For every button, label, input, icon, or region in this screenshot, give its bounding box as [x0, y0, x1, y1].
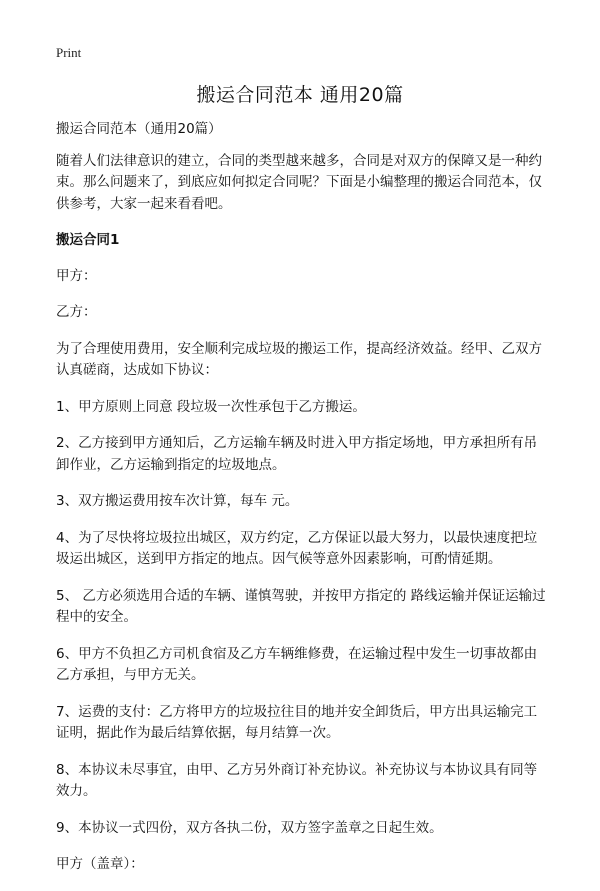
clause-item: 4、为了尽快将垃圾拉出城区，双方约定，乙方保证以最大努力，以最快速度把垃圾运出城区，送到甲方指定的地点。因气候等意外因素影响，可酌情延期。	[56, 529, 538, 567]
party-a-line: 甲方：	[56, 267, 97, 284]
clause-item: 5、 乙方必须选用合适的车辆、谨慎驾驶，并按甲方指定的 路线运输并保证运输过程中的安全。	[56, 587, 546, 625]
preamble-paragraph: 为了合理使用费用，安全顺利完成垃圾的搬运工作，提高经济效益。经甲、乙双方认真磋商，达成如下协议：	[56, 340, 542, 378]
clause-item: 7、运费的支付：乙方将甲方的垃圾拉往目的地并安全卸货后，甲方出具运输完工证明，据此作为最后结算依据，每月结算一次。	[56, 703, 538, 741]
document-body	[56, 119, 550, 891]
intro-paragraph: 随着人们法律意识的建立，合同的类型越来越多，合同是对双方的保障又是一种约束。那么问题来了，到底应如何拟定合同呢？下面是小编整理的搬运合同范本，仅供参考，大家一起来看看吧。	[56, 152, 542, 212]
party-b-line: 乙方：	[56, 304, 97, 320]
clause-item: 9、本协议一式四份，双方各执二份，双方签字盖章之日起生效。	[56, 819, 443, 836]
signature-party-a: 甲方（盖章）：	[56, 856, 144, 872]
page-title: 搬运合同范本 通用20篇	[196, 84, 404, 106]
print-link[interactable]: Print	[56, 45, 82, 60]
section-heading: 搬运合同1	[56, 232, 120, 248]
clause-item: 2、乙方接到甲方通知后，乙方运输车辆及时进入甲方指定场地，甲方承担所有吊卸作业，乙方运输到指定的垃圾地点。	[56, 435, 538, 473]
document-subtitle: 搬运合同范本（通用20篇）	[56, 121, 222, 137]
clause-item: 8、本协议未尽事宜，由甲、乙方另外商订补充协议。补充协议与本协议具有同等效力。	[56, 761, 538, 799]
clause-item: 1、甲方原则上同意 段垃圾一次性承包于乙方搬运。	[56, 398, 366, 415]
clause-item: 3、双方搬运费用按车次计算，每车 元。	[56, 493, 299, 509]
clause-item: 6、甲方不负担乙方司机食宿及乙方车辆维修费，在运输过程中发生一切事故都由乙方承担，与甲方无关。	[56, 645, 538, 683]
